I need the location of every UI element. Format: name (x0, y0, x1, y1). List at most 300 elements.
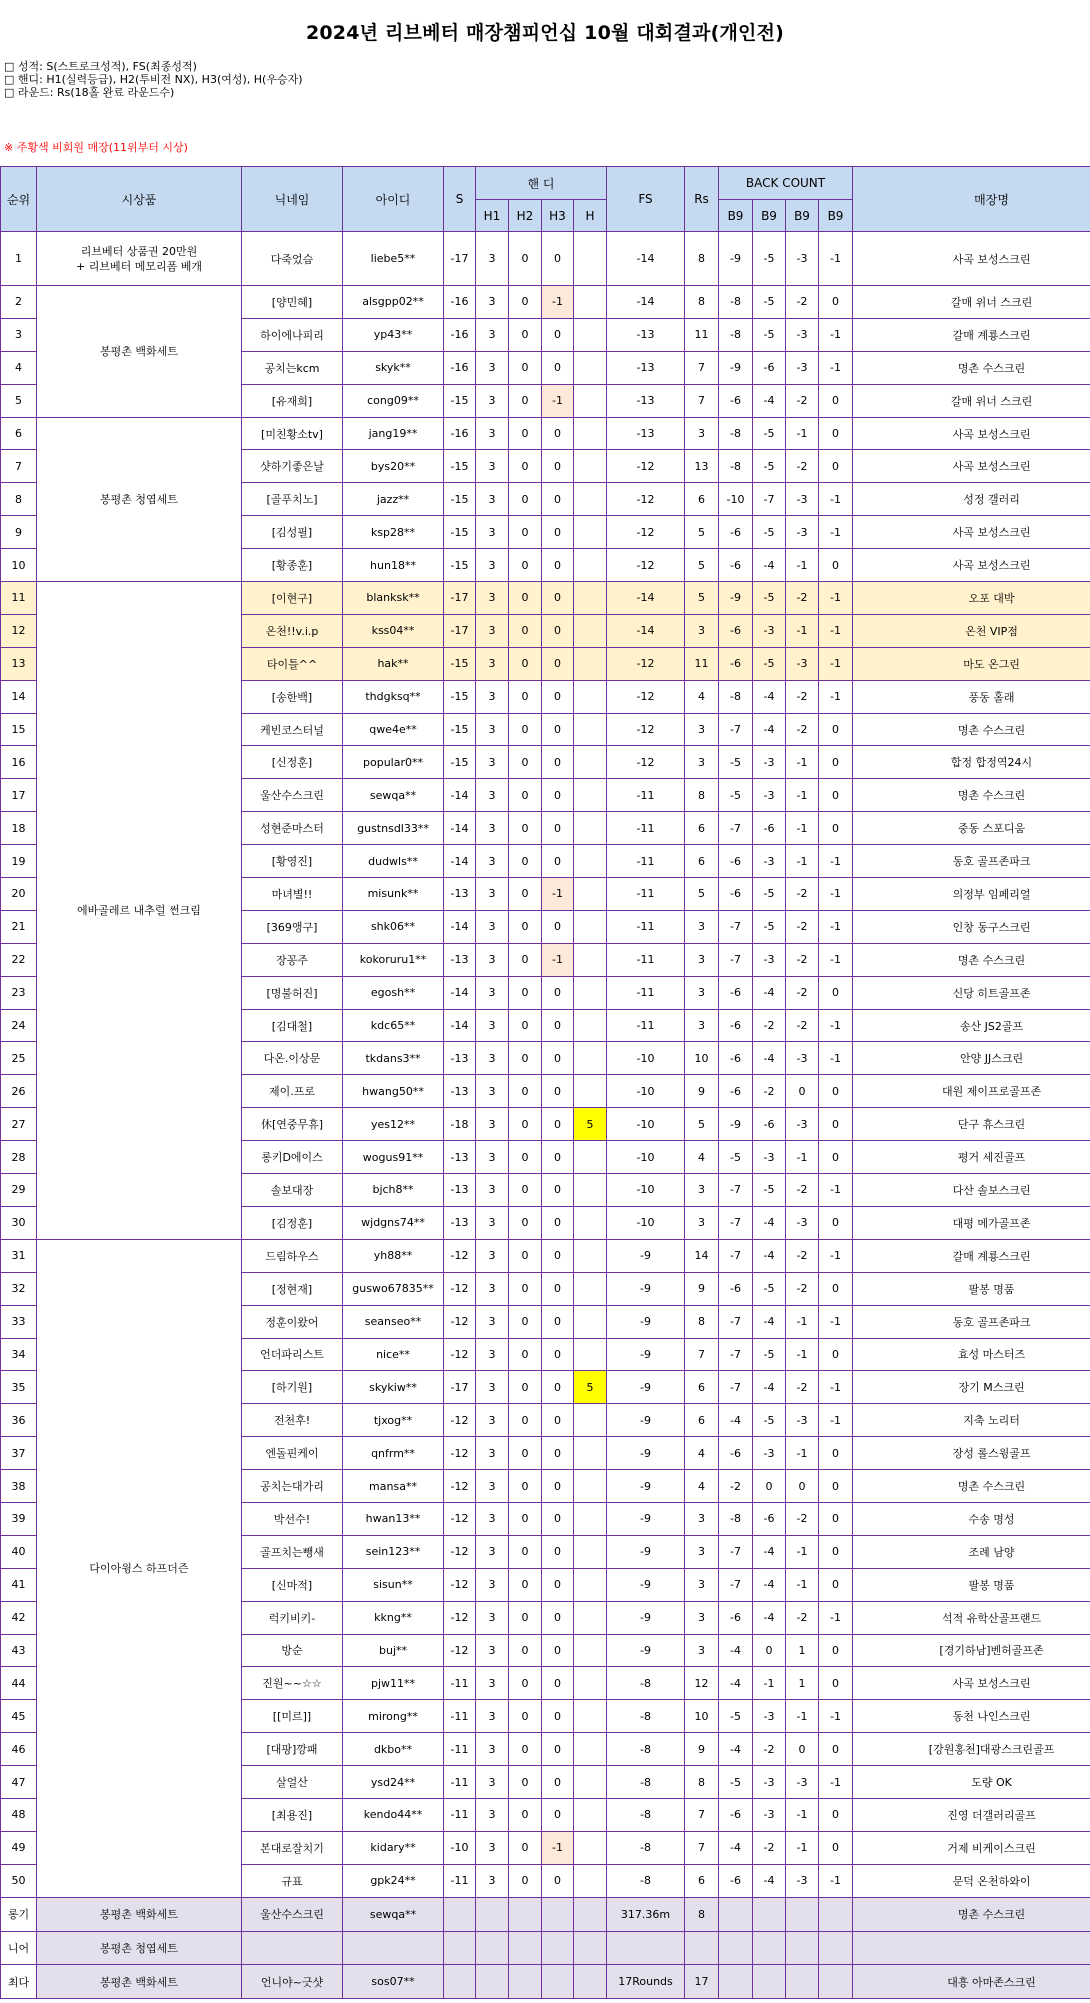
winner-handicap-cell (574, 1502, 607, 1535)
backcount-cell: -2 (786, 1272, 819, 1305)
backcount-cell: -3 (786, 318, 819, 351)
winner-handicap-cell (574, 232, 607, 286)
h3-cell: 0 (542, 549, 574, 582)
h3-cell: 0 (542, 483, 574, 516)
rank-cell: 24 (1, 1009, 37, 1042)
h2-cell: 0 (509, 845, 542, 878)
final-score-cell: -12 (607, 713, 685, 746)
backcount-cell: -2 (786, 943, 819, 976)
rounds-cell: 3 (685, 1502, 719, 1535)
final-score-cell: -14 (607, 232, 685, 286)
final-score-cell: -12 (607, 647, 685, 680)
backcount-cell: 0 (786, 1075, 819, 1108)
backcount-cell: -2 (753, 1733, 786, 1766)
backcount-cell: -3 (786, 516, 819, 549)
backcount-cell: -7 (719, 1338, 753, 1371)
backcount-cell: -3 (753, 614, 786, 647)
nickname-cell: 마녀별!! (242, 878, 343, 911)
backcount-cell: -7 (719, 943, 753, 976)
nickname-cell: [최용진] (242, 1798, 343, 1831)
h1-cell: 3 (476, 1798, 509, 1831)
backcount-cell: -1 (819, 1766, 853, 1799)
backcount-cell: 0 (819, 1272, 853, 1305)
userid-cell: hwang50** (343, 1075, 444, 1108)
h1-cell: 3 (476, 1141, 509, 1174)
nickname-cell: [김대철] (242, 1009, 343, 1042)
userid-cell: misunk** (343, 878, 444, 911)
nickname-cell: 롱키D에이스 (242, 1141, 343, 1174)
backcount-cell: -1 (819, 351, 853, 384)
empty-cell (444, 1965, 476, 1999)
rounds-cell: 3 (685, 746, 719, 779)
store-cell: 팔봉 명품 (853, 1568, 1090, 1601)
legend-line-score: □ 성적: S(스트로크성적), FS(최종성적) (4, 60, 197, 73)
header-b9: B9 (753, 200, 786, 232)
store-cell: 진영 더갤러리골프 (853, 1798, 1090, 1831)
backcount-cell: -5 (719, 1141, 753, 1174)
backcount-cell: -4 (753, 1535, 786, 1568)
backcount-cell: -3 (786, 351, 819, 384)
store-cell: 명촌 수스크린 (853, 1897, 1090, 1931)
userid-cell: kidary** (343, 1831, 444, 1864)
backcount-cell: -6 (719, 516, 753, 549)
final-score-cell: -12 (607, 450, 685, 483)
store-cell: 장성 롤스윙골프 (853, 1437, 1090, 1470)
userid-cell: skykiw** (343, 1371, 444, 1404)
rounds-cell: 8 (685, 1897, 719, 1931)
backcount-cell: -1 (786, 1798, 819, 1831)
userid-cell: dudwls** (343, 845, 444, 878)
store-cell: 인창 동구스크린 (853, 910, 1090, 943)
winner-handicap-cell (574, 1206, 607, 1239)
header-h3: H3 (542, 200, 574, 232)
final-score-cell: -9 (607, 1272, 685, 1305)
stroke-cell: -15 (444, 647, 476, 680)
backcount-cell: 1 (786, 1667, 819, 1700)
rank-cell: 16 (1, 746, 37, 779)
h3-cell: 0 (542, 1601, 574, 1634)
backcount-cell: -1 (819, 878, 853, 911)
h1-cell: 3 (476, 1864, 509, 1897)
h1-cell: 3 (476, 1108, 509, 1141)
empty-cell (542, 1897, 574, 1931)
backcount-cell: 0 (819, 746, 853, 779)
h1-cell: 3 (476, 1831, 509, 1864)
stroke-cell: -11 (444, 1766, 476, 1799)
backcount-cell: -9 (719, 1108, 753, 1141)
backcount-cell: -6 (719, 614, 753, 647)
nickname-cell: 울산수스크린 (242, 779, 343, 812)
stroke-cell: -16 (444, 351, 476, 384)
rank-cell: 43 (1, 1634, 37, 1667)
h2-cell: 0 (509, 713, 542, 746)
h1-cell: 3 (476, 232, 509, 286)
empty-cell (476, 1897, 509, 1931)
h2-cell: 0 (509, 1404, 542, 1437)
backcount-cell: -4 (753, 1371, 786, 1404)
userid-cell: wogus91** (343, 1141, 444, 1174)
backcount-cell: -1 (819, 647, 853, 680)
h2-cell: 0 (509, 1700, 542, 1733)
backcount-cell: 0 (819, 1634, 853, 1667)
nickname-cell: 온천!!v.i.p (242, 614, 343, 647)
h1-cell: 3 (476, 1502, 509, 1535)
h1-cell: 3 (476, 976, 509, 1009)
backcount-cell: -2 (719, 1470, 753, 1503)
backcount-cell: -6 (753, 812, 786, 845)
h3-cell: 0 (542, 713, 574, 746)
h1-cell: 3 (476, 286, 509, 319)
rounds-cell: 7 (685, 1338, 719, 1371)
backcount-cell: -6 (719, 1075, 753, 1108)
rank-cell: 6 (1, 417, 37, 450)
empty-cell (753, 1965, 786, 1999)
stroke-cell: -12 (444, 1272, 476, 1305)
h2-cell: 0 (509, 1864, 542, 1897)
backcount-cell: -4 (753, 549, 786, 582)
final-score-cell: -11 (607, 943, 685, 976)
h3-cell: 0 (542, 232, 574, 286)
rounds-cell: 5 (685, 582, 719, 615)
h3-cell: -1 (542, 286, 574, 319)
nickname-cell: 전천후! (242, 1404, 343, 1437)
final-score-cell: -13 (607, 384, 685, 417)
rounds-cell: 4 (685, 1141, 719, 1174)
winner-handicap-cell (574, 1404, 607, 1437)
backcount-cell: -6 (719, 1272, 753, 1305)
backcount-cell: -6 (719, 1864, 753, 1897)
backcount-cell: 0 (819, 286, 853, 319)
rounds-cell: 7 (685, 1798, 719, 1831)
rounds-cell: 3 (685, 1568, 719, 1601)
backcount-cell: 0 (819, 713, 853, 746)
rounds-cell: 5 (685, 549, 719, 582)
final-score-cell: -11 (607, 845, 685, 878)
winner-handicap-cell (574, 1075, 607, 1108)
rounds-cell: 5 (685, 1108, 719, 1141)
store-cell: 도량 OK (853, 1766, 1090, 1799)
winner-handicap-cell (574, 680, 607, 713)
backcount-cell: -4 (719, 1831, 753, 1864)
winner-handicap-cell (574, 976, 607, 1009)
store-cell: 동호 골프존파크 (853, 845, 1090, 878)
nickname-cell: [하기원] (242, 1371, 343, 1404)
final-score-cell: -12 (607, 483, 685, 516)
rank-cell: 10 (1, 549, 37, 582)
nickname-cell: 언더파리스트 (242, 1338, 343, 1371)
backcount-cell: -7 (719, 1174, 753, 1207)
backcount-cell: -2 (786, 1601, 819, 1634)
stroke-cell: -15 (444, 713, 476, 746)
backcount-cell: -3 (786, 1404, 819, 1437)
winner-handicap-cell (574, 1305, 607, 1338)
h1-cell: 3 (476, 746, 509, 779)
h2-cell: 0 (509, 1502, 542, 1535)
backcount-cell: -9 (719, 351, 753, 384)
nickname-cell: 언니야~긋샷 (242, 1965, 343, 1999)
h3-cell: 0 (542, 647, 574, 680)
final-score-cell: -9 (607, 1404, 685, 1437)
userid-cell: qwe4e** (343, 713, 444, 746)
stroke-cell: -11 (444, 1864, 476, 1897)
rank-cell: 3 (1, 318, 37, 351)
stroke-cell: -14 (444, 845, 476, 878)
backcount-cell: -2 (786, 1502, 819, 1535)
h1-cell: 3 (476, 614, 509, 647)
final-score-cell: -14 (607, 582, 685, 615)
empty-cell (819, 1897, 853, 1931)
store-cell: 팔봉 명품 (853, 1272, 1090, 1305)
userid-cell: wjdgns74** (343, 1206, 444, 1239)
rank-cell: 50 (1, 1864, 37, 1897)
table-row (1, 232, 1090, 286)
userid-cell: mirong** (343, 1700, 444, 1733)
backcount-cell: 0 (753, 1470, 786, 1503)
winner-handicap-cell (574, 713, 607, 746)
stroke-cell: -18 (444, 1108, 476, 1141)
backcount-cell: -3 (753, 746, 786, 779)
stroke-cell: -15 (444, 516, 476, 549)
empty-cell (719, 1931, 753, 1965)
winner-handicap-cell (574, 779, 607, 812)
backcount-cell: -5 (753, 318, 786, 351)
nickname-cell: 본대로잘치기 (242, 1831, 343, 1864)
store-cell: 합정 합정역24시 (853, 746, 1090, 779)
h2-cell: 0 (509, 232, 542, 286)
backcount-cell: 0 (819, 450, 853, 483)
backcount-cell: -5 (719, 1766, 753, 1799)
userid-cell: yh88** (343, 1239, 444, 1272)
nickname-cell: [신정훈] (242, 746, 343, 779)
backcount-cell: -1 (819, 1042, 853, 1075)
backcount-cell: -1 (786, 779, 819, 812)
userid-cell: tkdans3** (343, 1042, 444, 1075)
results-table (0, 166, 1090, 1999)
stroke-cell: -16 (444, 417, 476, 450)
backcount-cell: 0 (819, 1206, 853, 1239)
stroke-cell: -14 (444, 910, 476, 943)
store-cell: [경기하남]벤허골프존 (853, 1634, 1090, 1667)
store-cell: 조례 남양 (853, 1535, 1090, 1568)
final-score-cell: -11 (607, 1009, 685, 1042)
stroke-cell: -13 (444, 943, 476, 976)
rounds-cell: 9 (685, 1075, 719, 1108)
store-cell: 명촌 수스크린 (853, 351, 1090, 384)
backcount-cell: 0 (819, 1338, 853, 1371)
empty-cell (476, 1931, 509, 1965)
h2-cell: 0 (509, 483, 542, 516)
winner-handicap-cell (574, 351, 607, 384)
backcount-cell: -7 (719, 1535, 753, 1568)
backcount-cell: 0 (819, 1667, 853, 1700)
backcount-cell: -7 (719, 1305, 753, 1338)
backcount-cell: -7 (719, 1206, 753, 1239)
h1-cell: 3 (476, 1700, 509, 1733)
store-cell: 명촌 수스크린 (853, 1470, 1090, 1503)
h1-cell: 3 (476, 1371, 509, 1404)
h3-cell: 0 (542, 1766, 574, 1799)
rank-cell: 40 (1, 1535, 37, 1568)
rank-cell: 12 (1, 614, 37, 647)
table-row (1, 1239, 1090, 1272)
backcount-cell: -6 (719, 878, 753, 911)
rank-cell: 46 (1, 1733, 37, 1766)
backcount-cell: -5 (753, 1174, 786, 1207)
stroke-cell: -13 (444, 1206, 476, 1239)
backcount-cell: -2 (786, 384, 819, 417)
empty-cell (819, 1965, 853, 1999)
h3-cell: -1 (542, 1831, 574, 1864)
backcount-cell: 0 (786, 1470, 819, 1503)
rounds-cell: 8 (685, 779, 719, 812)
winner-handicap-cell (574, 1733, 607, 1766)
rank-cell: 49 (1, 1831, 37, 1864)
nickname-cell: [김성필] (242, 516, 343, 549)
final-score-cell: -11 (607, 910, 685, 943)
backcount-cell: -1 (753, 1667, 786, 1700)
backcount-cell: -4 (753, 1864, 786, 1897)
final-score-cell: -12 (607, 516, 685, 549)
award-label-cell: 롱기 (1, 1897, 37, 1931)
empty-cell (574, 1965, 607, 1999)
userid-cell: kkng** (343, 1601, 444, 1634)
backcount-cell: -1 (786, 746, 819, 779)
winner-handicap-cell (574, 417, 607, 450)
results-body (1, 232, 1090, 1999)
backcount-cell: -1 (786, 1535, 819, 1568)
header-store: 매장명 (853, 167, 1090, 232)
nickname-cell: 장꽁주 (242, 943, 343, 976)
store-cell: 명촌 수스크린 (853, 713, 1090, 746)
h1-cell: 3 (476, 1404, 509, 1437)
winner-handicap-cell (574, 1667, 607, 1700)
h3-cell: 0 (542, 910, 574, 943)
backcount-cell: -1 (786, 1437, 819, 1470)
store-cell: 사곡 보성스크린 (853, 549, 1090, 582)
award-label-cell: 최다 (1, 1965, 37, 1999)
nickname-cell: 다죽었슴 (242, 232, 343, 286)
rounds-cell: 11 (685, 318, 719, 351)
special-award-row (1, 1965, 1090, 1999)
h3-cell: 0 (542, 1470, 574, 1503)
nickname-cell: 울산수스크린 (242, 1897, 343, 1931)
rounds-cell: 4 (685, 1470, 719, 1503)
h1-cell: 3 (476, 1437, 509, 1470)
backcount-cell: -7 (719, 1568, 753, 1601)
prize-cell: 봉평촌 백화세트 (37, 1897, 242, 1931)
backcount-cell: -1 (819, 943, 853, 976)
backcount-cell: -7 (719, 713, 753, 746)
winner-handicap-cell: 5 (574, 1371, 607, 1404)
empty-cell (476, 1965, 509, 1999)
empty-cell (509, 1965, 542, 1999)
h3-cell: 0 (542, 1437, 574, 1470)
nickname-cell: 休[연중무휴] (242, 1108, 343, 1141)
backcount-cell: 0 (819, 1470, 853, 1503)
h1-cell: 3 (476, 1634, 509, 1667)
h3-cell: 0 (542, 1864, 574, 1897)
h3-cell: 0 (542, 680, 574, 713)
h1-cell: 3 (476, 845, 509, 878)
userid-cell: kendo44** (343, 1798, 444, 1831)
rank-cell: 42 (1, 1601, 37, 1634)
h3-cell: 0 (542, 351, 574, 384)
rounds-cell: 3 (685, 976, 719, 1009)
header-fs: FS (607, 167, 685, 232)
h2-cell: 0 (509, 1437, 542, 1470)
rank-cell: 2 (1, 286, 37, 319)
final-score-cell: -13 (607, 318, 685, 351)
backcount-cell: -2 (786, 680, 819, 713)
backcount-cell: -8 (719, 680, 753, 713)
backcount-cell: 0 (819, 1108, 853, 1141)
h3-cell: 0 (542, 318, 574, 351)
backcount-cell: -6 (719, 1009, 753, 1042)
backcount-cell: -9 (719, 232, 753, 286)
h2-cell: 0 (509, 1733, 542, 1766)
store-cell: 오포 대박 (853, 582, 1090, 615)
final-score-cell: 17Rounds (607, 1965, 685, 1999)
winner-handicap-cell (574, 1174, 607, 1207)
store-cell: 중동 스포디움 (853, 812, 1090, 845)
backcount-cell: -4 (753, 1042, 786, 1075)
h2-cell: 0 (509, 450, 542, 483)
h2-cell: 0 (509, 976, 542, 1009)
empty-cell (786, 1931, 819, 1965)
prize-cell: 봉평촌 청엽세트 (37, 417, 242, 581)
empty-cell (444, 1897, 476, 1931)
h1-cell: 3 (476, 1535, 509, 1568)
rank-cell: 4 (1, 351, 37, 384)
store-cell: 사곡 보성스크린 (853, 232, 1090, 286)
nickname-cell: 진원~~☆☆ (242, 1667, 343, 1700)
nickname-cell: [송한백] (242, 680, 343, 713)
stroke-cell: -12 (444, 1404, 476, 1437)
backcount-cell: -2 (786, 286, 819, 319)
backcount-cell: 0 (819, 1141, 853, 1174)
store-cell: [강원홍천]대광스크린골프 (853, 1733, 1090, 1766)
final-score-cell: -10 (607, 1206, 685, 1239)
userid-cell: hak** (343, 647, 444, 680)
userid-cell: gpk24** (343, 1864, 444, 1897)
userid-cell: sewqa** (343, 1897, 444, 1931)
h2-cell: 0 (509, 1075, 542, 1108)
nickname-cell: [유재희] (242, 384, 343, 417)
rank-cell: 30 (1, 1206, 37, 1239)
rounds-cell: 3 (685, 614, 719, 647)
backcount-cell: -1 (786, 1831, 819, 1864)
h2-cell: 0 (509, 647, 542, 680)
h2-cell: 0 (509, 1042, 542, 1075)
winner-handicap-cell (574, 582, 607, 615)
rank-cell: 39 (1, 1502, 37, 1535)
rounds-cell: 6 (685, 812, 719, 845)
nickname-cell: [명불허진] (242, 976, 343, 1009)
store-cell: 신당 히트골프존 (853, 976, 1090, 1009)
backcount-cell: -1 (786, 549, 819, 582)
h2-cell: 0 (509, 1568, 542, 1601)
store-cell: 다산 솔보스크린 (853, 1174, 1090, 1207)
store-cell: 온천 VIP점 (853, 614, 1090, 647)
backcount-cell: -5 (719, 746, 753, 779)
backcount-cell: -4 (719, 1667, 753, 1700)
final-score-cell: -9 (607, 1338, 685, 1371)
backcount-cell: -2 (786, 1174, 819, 1207)
header-rank: 순위 (1, 167, 37, 232)
store-cell: 지축 노리터 (853, 1404, 1090, 1437)
backcount-cell: -4 (753, 713, 786, 746)
backcount-cell: -2 (786, 1371, 819, 1404)
